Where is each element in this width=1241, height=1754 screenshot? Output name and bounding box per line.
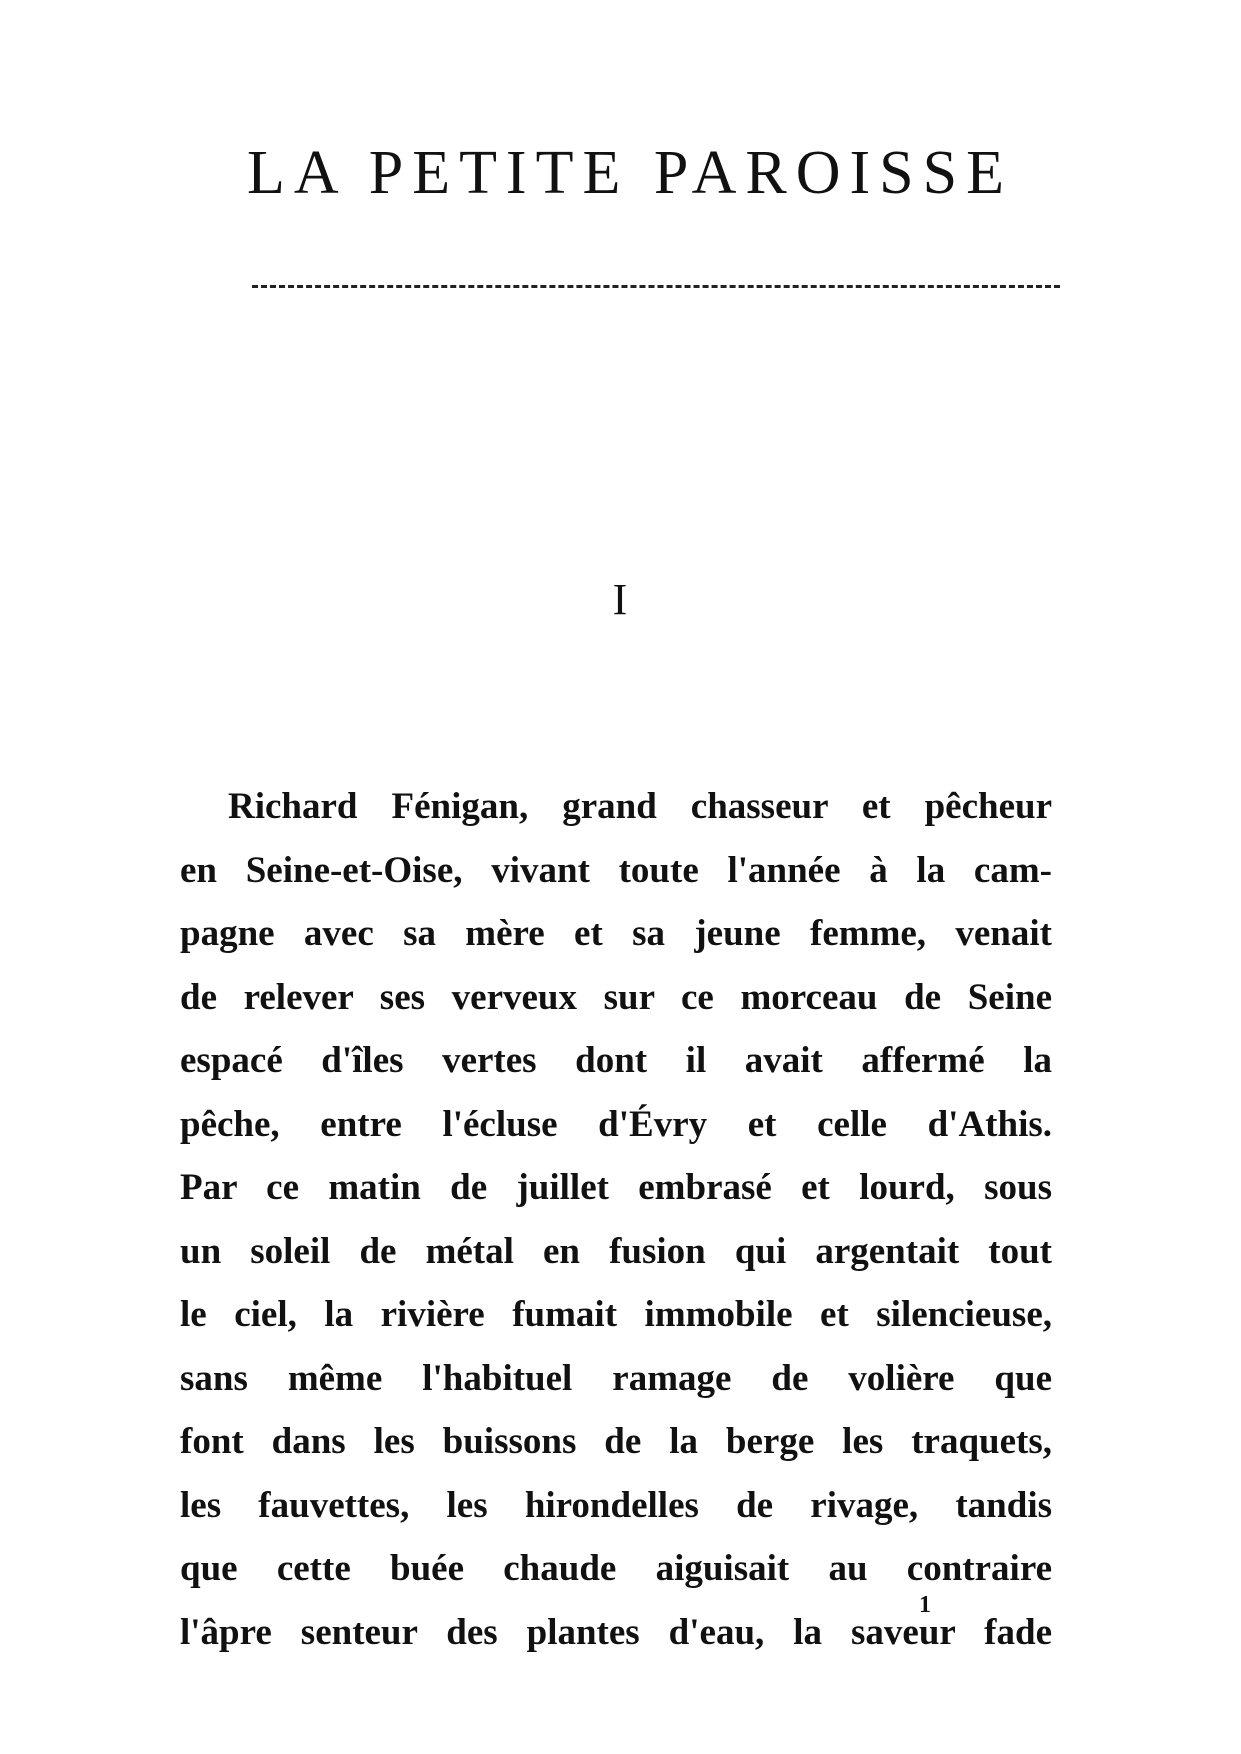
body-line: Par ce matin de juillet embrasé et lourd, sous: [180, 1167, 1052, 1208]
body-line: pagne avec sa mère et sa jeune femme, venait: [180, 913, 1052, 954]
body-line: sans même l'habituel ramage de volière que: [180, 1357, 1052, 1399]
body-line: que cette buée chaude aiguisait au contraire: [180, 1548, 1052, 1589]
chapter-number: I: [612, 575, 628, 624]
page-number: 1: [919, 1592, 931, 1618]
body-line: espacé d'îles vertes dont il avait affermé la: [180, 1040, 1052, 1081]
body-line: font dans les buissons de la berge les traquets,: [180, 1421, 1052, 1462]
body-line: en Seine-et-Oise, vivant toute l'année à la cam-: [180, 849, 1052, 891]
chapter-body: [180, 775, 1052, 1664]
title-divider-rule: [252, 285, 1060, 288]
body-line: le ciel, la rivière fumait immobile et silencieuse,: [180, 1294, 1052, 1335]
body-line: les fauvettes, les hirondelles de rivage, tandis: [180, 1484, 1052, 1526]
body-line: un soleil de métal en fusion qui argentait tout: [180, 1230, 1052, 1272]
body-line: pêche, entre l'écluse d'Évry et celle d'Athis.: [180, 1103, 1052, 1145]
body-line: de relever ses verveux sur ce morceau de Seine: [180, 976, 1052, 1018]
body-line: l'âpre senteur des plantes d'eau, la saveur fade: [180, 1611, 1052, 1653]
body-line: Richard Fénigan, grand chasseur et pêcheur: [228, 786, 1052, 827]
book-title: LA PETITE PAROISSE: [246, 139, 1013, 207]
